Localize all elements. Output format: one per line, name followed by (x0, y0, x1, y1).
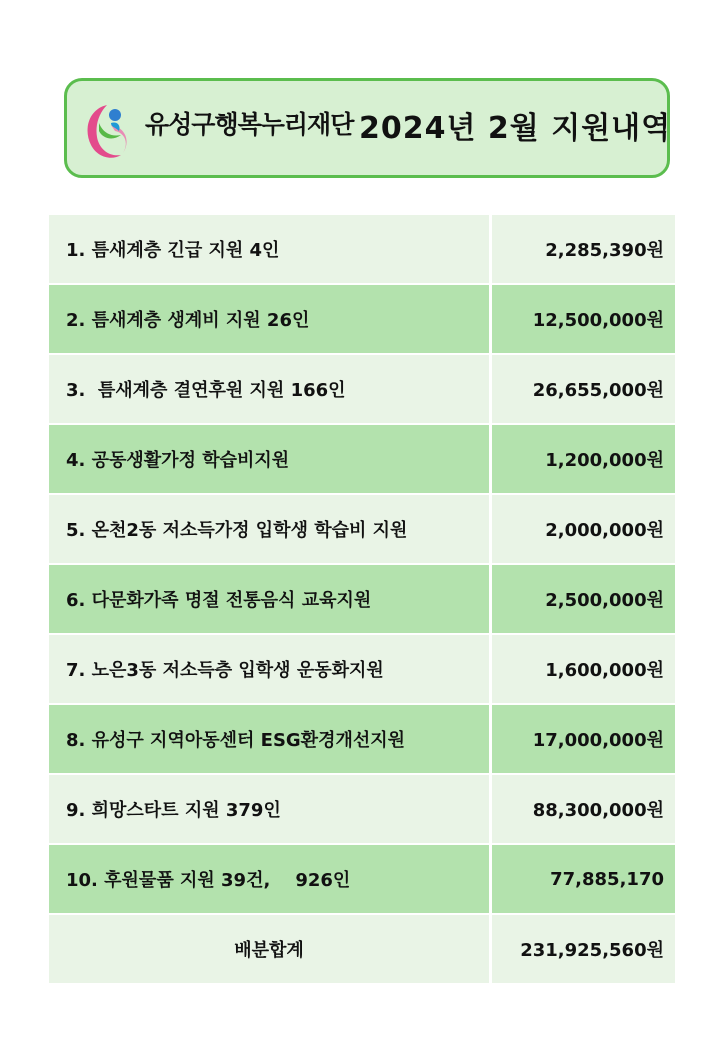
support-table (49, 215, 675, 985)
row-label: 2. 틈새계층 생계비 지원 26인 (49, 285, 489, 353)
title-banner (64, 78, 670, 178)
row-amount: 1,200,000원 (492, 425, 675, 493)
row-amount: 2,500,000원 (492, 565, 675, 633)
report-title: 2024년 2월 지원내역 (359, 111, 672, 146)
table-row (49, 215, 675, 283)
row-label: 1. 틈새계층 긴급 지원 4인 (49, 215, 489, 283)
table-row (49, 635, 675, 703)
row-label: 9. 희망스타트 지원 379인 (49, 775, 489, 843)
row-amount: 77,885,170 (492, 845, 675, 913)
row-amount: 88,300,000원 (492, 775, 675, 843)
total-label: 배분합계 (49, 915, 489, 983)
row-amount: 2,285,390원 (492, 215, 675, 283)
row-label: 3. 틈새계층 결연후원 지원 166인 (49, 355, 489, 423)
row-amount: 12,500,000원 (492, 285, 675, 353)
total-row (49, 915, 675, 983)
table-row (49, 705, 675, 773)
row-amount: 1,600,000원 (492, 635, 675, 703)
row-amount: 17,000,000원 (492, 705, 675, 773)
table-row (49, 425, 675, 493)
table-row (49, 495, 675, 563)
row-label: 4. 공동생활가정 학습비지원 (49, 425, 489, 493)
row-label: 10. 후원물품 지원 39건, 926인 (49, 845, 489, 913)
row-label: 7. 노은3동 저소득층 입학생 운동화지원 (49, 635, 489, 703)
table-row (49, 775, 675, 843)
table-row (49, 285, 675, 353)
total-amount: 231,925,560원 (492, 915, 675, 983)
foundation-logo-icon (81, 95, 137, 163)
table-row (49, 355, 675, 423)
organization-name: 유성구행복누리재단 (145, 110, 354, 139)
table-row (49, 565, 675, 633)
row-amount: 2,000,000원 (492, 495, 675, 563)
row-label: 5. 온천2동 저소득가정 입학생 학습비 지원 (49, 495, 489, 563)
row-label: 8. 유성구 지역아동센터 ESG환경개선지원 (49, 705, 489, 773)
row-label: 6. 다문화가족 명절 전통음식 교육지원 (49, 565, 489, 633)
row-amount: 26,655,000원 (492, 355, 675, 423)
table-row (49, 845, 675, 913)
